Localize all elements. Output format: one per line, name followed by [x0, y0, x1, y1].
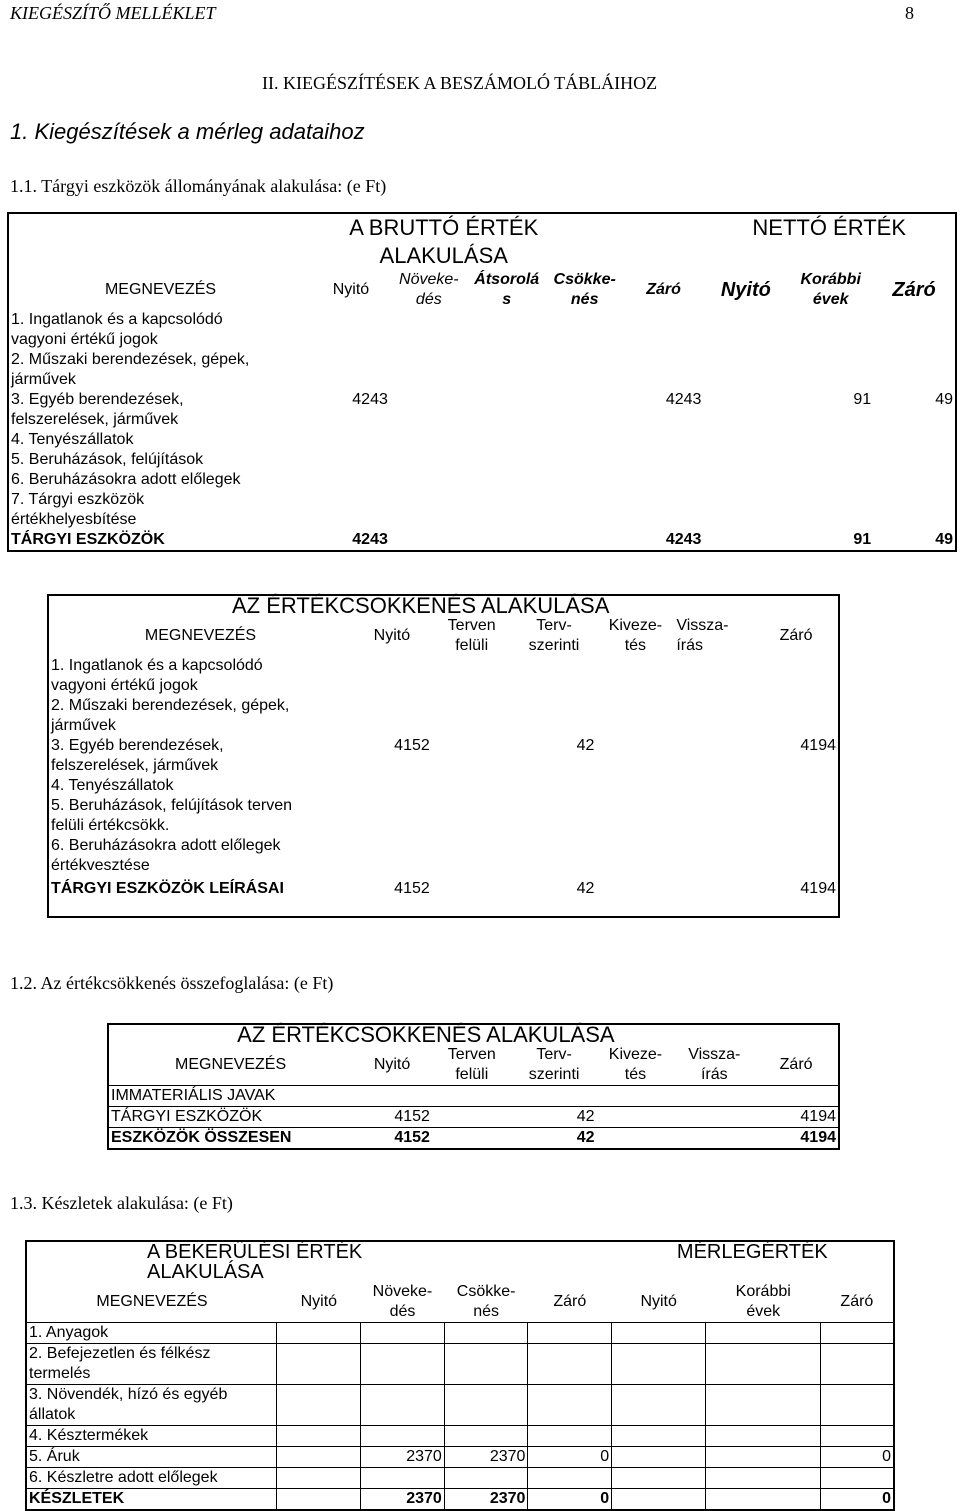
col-header-merleg-zaro: Záró: [840, 1293, 874, 1310]
cell-zaro: [624, 350, 704, 390]
cell-atsorolas: [468, 350, 546, 390]
cell-zaro: [528, 1385, 612, 1426]
cell-netto-nyito: [703, 430, 788, 450]
cell-novekedes: [361, 1344, 445, 1385]
cell-novekedes: [390, 430, 468, 450]
col-header-nyito: Nyitó: [373, 1056, 411, 1073]
cell-csokkenes: [546, 390, 624, 430]
cell-netto-nyito: [703, 470, 788, 490]
cell-novekedes: [390, 450, 468, 470]
cell-merleg-zaro: [821, 1344, 894, 1385]
cell-atsorolas: [468, 390, 546, 430]
row-label: 1. Anyagok: [26, 1323, 277, 1344]
cell-zaro: [624, 490, 704, 530]
row-label: 2. Műszaki berendezések, gépek, járművek: [51, 697, 290, 734]
cell-nyito: [277, 1344, 361, 1385]
cell-merleg-nyito: [612, 1468, 706, 1489]
cell-merleg-nyito: [612, 1344, 706, 1385]
cell-terv-szerinti: [512, 836, 597, 876]
total-korabbi: 91: [853, 531, 872, 548]
cell-visszairas: [674, 696, 754, 736]
cell-atsorolas: [468, 470, 546, 490]
group-merlegertek: MÉRLEGÉRTÉK: [676, 1241, 828, 1263]
cell-novekedes: [361, 1468, 445, 1489]
cell-zaro: [624, 430, 704, 450]
cell-merleg-nyito: [612, 1447, 706, 1468]
total-label: TÁRGYI ESZKÖZÖK LEÍRÁSAI: [51, 880, 284, 897]
cell-zaro: [624, 470, 704, 490]
table-row: [26, 1323, 894, 1344]
cell-visszairas: [674, 1107, 754, 1128]
cell-nyito: [277, 1468, 361, 1489]
group-brutto-ertek: A BRUTTÓ ÉRTÉK ALAKULÁSA: [349, 215, 539, 268]
document-header-title: KIEGÉSZÍTŐ MELLÉKLET: [10, 3, 216, 23]
col-header-csokkenes: Csökke- nés: [456, 1283, 516, 1320]
cell-zaro: [754, 836, 839, 876]
cell-zaro: [754, 696, 839, 736]
table-ertekcsokkenes-osszefoglalas: [107, 1023, 840, 1150]
cell-atsorolas: [468, 310, 546, 350]
cell-terven-feluli: [432, 836, 512, 876]
col-header-terven-feluli: Terven felüli: [447, 1046, 496, 1083]
cell-novekedes: 2370: [361, 1447, 445, 1468]
row-label: IMMATERIÁLIS JAVAK: [108, 1086, 352, 1107]
col-header-terven-feluli: Terven felüli: [447, 617, 496, 654]
cell-netto-zaro: [873, 490, 956, 530]
cell-csokkenes: [546, 470, 624, 490]
cell-merleg-zaro: [821, 1468, 894, 1489]
cell-csokkenes: [546, 450, 624, 470]
cell-csokkenes: [546, 350, 624, 390]
col-header-korabbi-evek: Korábbi évek: [800, 271, 861, 308]
cell-nyito: [352, 1086, 432, 1107]
cell-netto-zaro: [873, 310, 956, 350]
col-header-megnevezes: MEGNEVEZÉS: [96, 1293, 208, 1310]
col-header-visszairas: Vissza- írás: [676, 617, 729, 654]
cell-korabbi-evek: [706, 1447, 821, 1468]
cell-nyito: [312, 350, 390, 390]
table-row: [8, 470, 956, 490]
col-header-terv-szerinti: Terv- szerinti: [528, 617, 580, 654]
total-nyito: 4152: [394, 880, 430, 897]
table-row: [8, 430, 956, 450]
cell-zaro: 4194: [800, 737, 836, 754]
total-novekedes: 2370: [361, 1489, 445, 1511]
cell-terven-feluli: [432, 656, 512, 696]
cell-kivezetes: [596, 836, 674, 876]
cell-terven-feluli: [432, 696, 512, 736]
table-ertekcsokkenes-alakulasa: [47, 594, 840, 918]
col-header-zaro: Záró: [779, 627, 813, 644]
cell-terven-feluli: [432, 776, 512, 796]
col-header-zaro: Záró: [553, 1293, 587, 1310]
cell-nyito: [352, 696, 432, 736]
cell-kivezetes: [596, 776, 674, 796]
col-header-megnevezes: MEGNEVEZÉS: [175, 1056, 287, 1073]
table-row: [48, 836, 839, 876]
cell-csokkenes: [444, 1344, 528, 1385]
cell-csokkenes: [444, 1385, 528, 1426]
row-label: 1. Ingatlanok és a kapcsolódó vagyoni értékű jogok: [11, 311, 223, 348]
cell-terven-feluli: [432, 736, 512, 776]
group-ertekcsokkenes: AZ ÉRTÉKCSÖKKENÉS ALAKULÁSA: [231, 593, 610, 618]
cell-csokkenes: [546, 430, 624, 450]
cell-korabbi-evek: [706, 1385, 821, 1426]
table-row: [8, 490, 956, 530]
subsection-title: 1. Kiegészítések a mérleg adataihoz: [10, 119, 365, 144]
cell-korabbi-evek: [706, 1323, 821, 1344]
total-zaro: 4194: [800, 880, 836, 897]
table-row: [8, 310, 956, 350]
cell-visszairas: [674, 836, 754, 876]
row-label: 4. Késztermékek: [26, 1426, 277, 1447]
table-row: [26, 1447, 894, 1468]
cell-terv-szerinti: 42: [576, 737, 595, 754]
cell-nyito: 4152: [394, 737, 430, 754]
cell-nyito: [352, 796, 432, 836]
total-terv: 42: [512, 1128, 597, 1150]
cell-netto-zaro: [873, 470, 956, 490]
cell-csokkenes: [546, 490, 624, 530]
cell-netto-nyito: [703, 450, 788, 470]
cell-korabbi-evek: [706, 1468, 821, 1489]
cell-nyito: [352, 656, 432, 696]
cell-netto-nyito: [703, 310, 788, 350]
heading-1-2: 1.2. Az értékcsökkenés összefoglalása: (e Ft): [10, 973, 334, 993]
cell-nyito: [277, 1426, 361, 1447]
col-header-megnevezes: MEGNEVEZÉS: [144, 627, 257, 644]
table-row: [48, 656, 839, 696]
cell-korabbi-evek: [788, 430, 873, 450]
cell-zaro: 4243: [665, 391, 702, 408]
cell-korabbi-evek: [706, 1426, 821, 1447]
col-header-csokkenes: Csökke- nés: [553, 271, 616, 308]
cell-zaro: [754, 776, 839, 796]
col-header-kivezetes: Kiveze- tés: [608, 1046, 663, 1083]
cell-netto-zaro: [873, 430, 956, 450]
total-csokkenes: 2370: [444, 1489, 528, 1511]
cell-csokkenes: [444, 1468, 528, 1489]
col-header-noveke: Növeke- dés: [399, 271, 459, 308]
table-row: [26, 1468, 894, 1489]
cell-zaro: [624, 310, 704, 350]
total-nyito: 4152: [352, 1128, 432, 1150]
col-header-netto-zaro: Záró: [892, 279, 936, 301]
cell-visszairas: [674, 656, 754, 696]
cell-terven-feluli: [432, 1107, 512, 1128]
cell-novekedes: [390, 470, 468, 490]
total-netto-zaro: 49: [935, 531, 953, 548]
col-header-nyito: Nyitó: [332, 281, 370, 298]
cell-atsorolas: [468, 430, 546, 450]
cell-netto-nyito: [703, 490, 788, 530]
cell-novekedes: [361, 1323, 445, 1344]
cell-kivezetes: [596, 696, 674, 736]
table-targyi-eszkozok-allomany: [7, 212, 957, 552]
row-label: 4. Tenyészállatok: [11, 431, 134, 448]
row-label: 4. Tenyészállatok: [51, 777, 174, 794]
page-number: 8: [905, 3, 914, 23]
table-row: [108, 1086, 839, 1107]
cell-netto-zaro: [873, 350, 956, 390]
cell-zaro: [528, 1426, 612, 1447]
total-label: KÉSZLETEK: [26, 1489, 277, 1511]
cell-nyito: 4152: [352, 1107, 432, 1128]
cell-zaro: [754, 1086, 839, 1107]
total-zaro: 4243: [665, 531, 702, 548]
table-row: [48, 796, 839, 836]
col-header-terv-szerinti: Terv- szerinti: [528, 1046, 580, 1083]
cell-zaro: [754, 656, 839, 696]
col-header-nyito: Nyitó: [300, 1293, 338, 1310]
group-ertekcsokkenes: AZ ÉRTÉKCSÖKKENÉS ALAKULÁSA: [237, 1022, 615, 1047]
cell-csokkenes: [546, 310, 624, 350]
cell-zaro: [754, 796, 839, 836]
cell-korabbi-evek: [788, 490, 873, 530]
cell-kivezetes: [596, 656, 674, 696]
table-row: [48, 696, 839, 736]
cell-novekedes: [390, 350, 468, 390]
heading-1-1: 1.1. Tárgyi eszközök állományának alakulása: (e Ft): [10, 176, 387, 196]
cell-kivezetes: [597, 1107, 675, 1128]
col-header-kivezetes: Kiveze- tés: [608, 617, 663, 654]
cell-netto-zaro: 49: [935, 391, 953, 408]
row-label: 2. Műszaki berendezések, gépek, járművek: [11, 351, 250, 388]
table-row: [8, 450, 956, 470]
row-label: 6. Beruházásokra adott előlegek értékvesztése: [51, 837, 281, 874]
col-header-megnevezes: MEGNEVEZÉS: [104, 281, 217, 298]
cell-nyito: [277, 1323, 361, 1344]
cell-kivezetes: [596, 796, 674, 836]
cell-csokkenes: 2370: [444, 1447, 528, 1468]
cell-zaro: [528, 1323, 612, 1344]
row-label: 3. Egyéb berendezések, felszerelések, járművek: [11, 391, 184, 428]
cell-merleg-zaro: [821, 1426, 894, 1447]
cell-nyito: [312, 430, 390, 450]
group-bekerulesi-ertek: A BEKERÜLÉSI ÉRTÉK ALAKULÁSA: [146, 1241, 363, 1283]
table-row: [8, 390, 956, 430]
total-label: ESZKÖZÖK ÖSSZESEN: [108, 1128, 352, 1150]
cell-nyito: [352, 776, 432, 796]
group-netto-ertek: NETTÓ ÉRTÉK: [752, 215, 907, 240]
cell-atsorolas: [468, 490, 546, 530]
row-label: TÁRGYI ESZKÖZÖK: [108, 1107, 352, 1128]
cell-visszairas: [674, 796, 754, 836]
cell-nyito: [312, 450, 390, 470]
cell-kivezetes: [596, 736, 674, 776]
cell-merleg-zaro: 0: [821, 1447, 894, 1468]
row-label: 3. Növendék, hízó és egyéb állatok: [26, 1385, 277, 1426]
table-row: [48, 736, 839, 776]
row-label: 3. Egyéb berendezések, felszerelések, járművek: [51, 737, 224, 774]
table-row: [26, 1385, 894, 1426]
cell-merleg-nyito: [612, 1426, 706, 1447]
cell-merleg-zaro: [821, 1385, 894, 1426]
cell-korabbi-evek: [788, 450, 873, 470]
cell-zaro: 4194: [754, 1107, 839, 1128]
table-keszletek-alakulasa: [25, 1240, 895, 1511]
table-row: [8, 350, 956, 390]
cell-nyito: [352, 836, 432, 876]
cell-novekedes: [361, 1385, 445, 1426]
cell-korabbi-evek: [788, 310, 873, 350]
cell-kivezetes: [597, 1086, 675, 1107]
cell-nyito: [312, 310, 390, 350]
col-header-visszairas: Vissza- írás: [688, 1046, 741, 1083]
cell-merleg-zaro: [821, 1323, 894, 1344]
cell-terv-szerinti: [512, 696, 597, 736]
col-header-korabbi-evek: Korábbi évek: [735, 1283, 791, 1320]
row-label: 5. Beruházások, felújítások terven felüli értékcsökk.: [51, 797, 293, 834]
cell-netto-nyito: [703, 390, 788, 430]
cell-zaro: 0: [528, 1447, 612, 1468]
cell-merleg-nyito: [612, 1385, 706, 1426]
row-label: 1. Ingatlanok és a kapcsolódó vagyoni értékű jogok: [51, 657, 263, 694]
col-header-nyito: Nyitó: [373, 627, 411, 644]
total-zaro: 4194: [754, 1128, 839, 1150]
cell-visszairas: [674, 736, 754, 776]
cell-nyito: 4243: [352, 391, 388, 408]
total-nyito: 4243: [352, 531, 388, 548]
cell-korabbi-evek: [788, 470, 873, 490]
cell-csokkenes: [444, 1323, 528, 1344]
row-label: 6. Készletre adott előlegek: [26, 1468, 277, 1489]
cell-nyito: [277, 1385, 361, 1426]
col-header-novekedes: Növeke- dés: [372, 1283, 433, 1320]
cell-terv-szerinti: [512, 1086, 597, 1107]
cell-terv-szerinti: [512, 656, 597, 696]
col-header-atsorolas: Átsorolá s: [474, 271, 540, 308]
col-header-merleg-nyito: Nyitó: [640, 1293, 677, 1310]
total-terv: 42: [576, 880, 595, 897]
row-label: 5. Áruk: [26, 1447, 277, 1468]
col-header-zaro: Záró: [646, 281, 681, 298]
cell-zaro: [528, 1468, 612, 1489]
cell-terv-szerinti: 42: [512, 1107, 597, 1128]
cell-merleg-nyito: [612, 1323, 706, 1344]
cell-csokkenes: [444, 1426, 528, 1447]
cell-novekedes: [390, 310, 468, 350]
cell-visszairas: [674, 776, 754, 796]
row-label: 2. Befejezetlen és félkész termelés: [26, 1344, 277, 1385]
total-merleg-zaro: 0: [821, 1489, 894, 1511]
cell-visszairas: [674, 1086, 754, 1107]
heading-1-3: 1.3. Készletek alakulása: (e Ft): [10, 1193, 233, 1213]
cell-nyito: [312, 470, 390, 490]
cell-zaro: [624, 450, 704, 470]
row-label: 5. Beruházások, felújítások: [11, 451, 204, 468]
cell-terven-feluli: [432, 1086, 512, 1107]
table-row: [26, 1344, 894, 1385]
row-label: 7. Tárgyi eszközök értékhelyesbítése: [11, 491, 145, 528]
cell-netto-zaro: [873, 450, 956, 470]
cell-zaro: [528, 1344, 612, 1385]
row-label: 6. Beruházásokra adott előlegek: [11, 471, 241, 488]
cell-nyito: [277, 1447, 361, 1468]
cell-korabbi-evek: [788, 350, 873, 390]
cell-netto-nyito: [703, 350, 788, 390]
total-zaro: 0: [528, 1489, 612, 1511]
cell-novekedes: [390, 490, 468, 530]
table-row: [108, 1107, 839, 1128]
table-row: [26, 1426, 894, 1447]
cell-terv-szerinti: [512, 776, 597, 796]
cell-terven-feluli: [432, 796, 512, 836]
col-header-netto-nyito: Nyitó: [720, 279, 771, 301]
cell-nyito: [312, 490, 390, 530]
cell-novekedes: [361, 1426, 445, 1447]
cell-novekedes: [390, 390, 468, 430]
cell-atsorolas: [468, 450, 546, 470]
cell-korabbi-evek: 91: [853, 391, 872, 408]
table-row: [48, 776, 839, 796]
total-label: TÁRGYI ESZKÖZÖK: [11, 531, 165, 548]
col-header-zaro: Záró: [779, 1056, 813, 1073]
cell-terv-szerinti: [512, 796, 597, 836]
cell-korabbi-evek: [706, 1344, 821, 1385]
section-title: II. KIEGÉSZÍTÉSEK A BESZÁMOLÓ TÁBLÁIHOZ: [262, 73, 658, 93]
